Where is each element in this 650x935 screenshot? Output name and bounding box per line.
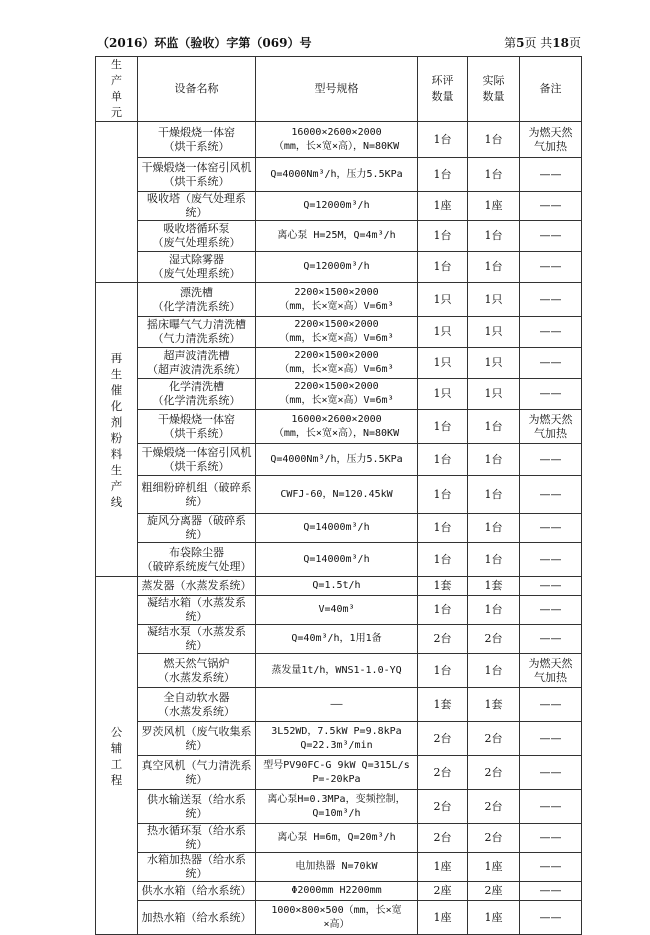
eia-quantity-cell: 2台 xyxy=(418,625,468,654)
equipment-name-line: 真空风机（气力清洗系 xyxy=(141,758,252,772)
model-spec-line: （mm，长×宽×高）V=6m³ xyxy=(279,300,394,312)
actual-quantity-cell: 2台 xyxy=(468,625,520,654)
table-row xyxy=(96,122,582,158)
actual-quantity-cell: 2座 xyxy=(468,882,520,901)
equipment-name-line: （化学清洗系统） xyxy=(152,299,241,313)
model-spec-line: 3L52WD，7.5kW P=9.8kPa xyxy=(271,725,402,737)
actual-quantity-cell: 1台 xyxy=(468,252,520,283)
production-unit-label: 公辅工程 xyxy=(110,724,123,787)
remark-cell xyxy=(520,577,582,596)
model-spec-line: 2200×1500×2000 xyxy=(294,319,379,330)
equipment-name-cell xyxy=(138,625,256,654)
eia-quantity-cell: 1套 xyxy=(418,577,468,596)
remark-line: —— xyxy=(539,487,562,501)
actual-quantity-cell: 1座 xyxy=(468,853,520,882)
equipment-name-line: 凝结水泵（水蒸发系统） xyxy=(147,625,246,652)
remark-line: 为燃天然 xyxy=(528,125,573,139)
equipment-name-line: 加热水箱（给水系统） xyxy=(141,910,252,924)
model-spec-line: （mm，长×宽×高）V=6m³ xyxy=(279,333,394,344)
eia-quantity-cell: 1台 xyxy=(418,514,468,543)
model-spec-line: 离心泵 H=25M，Q=4m³/h xyxy=(277,230,396,241)
column-header-spec: 型号规格 xyxy=(256,57,418,122)
eia-quantity-cell: 1台 xyxy=(418,122,468,158)
actual-quantity-cell: 1只 xyxy=(468,348,520,379)
table-row xyxy=(96,596,582,625)
eia-quantity-cell: 2座 xyxy=(418,882,468,901)
equipment-name-line: 干燥煅烧一体窑引风机 xyxy=(141,160,252,174)
remark-line: —— xyxy=(539,731,562,745)
remark-cell xyxy=(520,901,582,935)
column-header-eia-qty: 环评数量 xyxy=(418,57,468,122)
equipment-name-line: 吸收塔循环泵 xyxy=(163,222,230,235)
model-spec-cell xyxy=(256,348,418,379)
production-unit-label: 再生催化剂粉料生产线 xyxy=(110,350,123,509)
equipment-name-line: （烘干系统） xyxy=(163,174,230,188)
model-spec-line: 蒸发量1t/h，WNS1-1.0-YQ xyxy=(271,664,402,676)
remark-cell xyxy=(520,444,582,476)
equipment-name-line: 供水输送泵（给水系统） xyxy=(147,792,246,820)
model-spec-cell xyxy=(256,756,418,790)
model-spec-line: 1000×800×500（mm，长×宽 xyxy=(271,904,402,916)
model-spec-line: 16000×2600×2000 xyxy=(291,126,382,138)
equipment-name-cell xyxy=(138,192,256,221)
remark-cell xyxy=(520,476,582,514)
model-spec-line: V=40m³ xyxy=(318,604,355,615)
eia-quantity-cell: 1座 xyxy=(418,853,468,882)
equipment-name-cell xyxy=(138,283,256,317)
remark-line: —— xyxy=(539,387,562,400)
equipment-name-line: 统） xyxy=(185,494,208,508)
model-spec-cell xyxy=(256,476,418,514)
remark-cell xyxy=(520,379,582,410)
equipment-name-line: 水箱加热器（给水系统） xyxy=(147,853,246,880)
equipment-name-line: （废气处理系统） xyxy=(152,236,241,249)
remark-cell xyxy=(520,882,582,901)
equipment-name-cell xyxy=(138,379,256,410)
remark-line: —— xyxy=(539,199,562,212)
remark-cell xyxy=(520,410,582,444)
equipment-name-line: 超声波清洗槽 xyxy=(163,349,230,362)
equipment-name-cell xyxy=(138,348,256,379)
remark-line: 气加热 xyxy=(534,139,567,153)
model-spec-cell xyxy=(256,158,418,192)
remark-cell xyxy=(520,221,582,252)
table-row xyxy=(96,348,582,379)
eia-quantity-cell: 1台 xyxy=(418,410,468,444)
remark-line: —— xyxy=(539,260,562,273)
column-header-actual-qty: 实际数量 xyxy=(468,57,520,122)
table-row xyxy=(96,476,582,514)
model-spec-cell xyxy=(256,882,418,901)
model-spec-cell xyxy=(256,444,418,476)
equipment-name-cell xyxy=(138,688,256,722)
model-spec-cell xyxy=(256,410,418,444)
equipment-name-line: 化学清洗槽 xyxy=(169,380,224,393)
equipment-name-cell xyxy=(138,252,256,283)
model-spec-cell xyxy=(256,625,418,654)
eia-quantity-cell: 1只 xyxy=(418,379,468,410)
equipment-name-cell xyxy=(138,654,256,688)
equipment-name-line: 统） xyxy=(185,738,208,752)
page-header xyxy=(95,32,583,52)
model-spec-cell xyxy=(256,596,418,625)
eia-quantity-cell: 2台 xyxy=(418,824,468,853)
remark-cell xyxy=(520,252,582,283)
model-spec-cell xyxy=(256,283,418,317)
equipment-name-cell xyxy=(138,158,256,192)
model-spec-line: 电加热器 N=70kW xyxy=(295,861,378,872)
equipment-name-line: 干燥煅烧一体窑 xyxy=(158,412,235,426)
actual-quantity-cell: 1台 xyxy=(468,122,520,158)
equipment-name-line: 旋风分离器（破碎系统） xyxy=(147,514,246,541)
remark-cell xyxy=(520,596,582,625)
remark-line: 气加热 xyxy=(534,426,567,440)
actual-quantity-cell: 2台 xyxy=(468,756,520,790)
eia-quantity-cell: 1台 xyxy=(418,221,468,252)
equipment-name-cell xyxy=(138,317,256,348)
model-spec-line: 2200×1500×2000 xyxy=(294,381,379,392)
model-spec-line: Q=12000m³/h xyxy=(303,200,370,211)
equipment-name-line: 罗茨风机（废气收集系 xyxy=(141,724,252,738)
model-spec-line: ×高） xyxy=(323,918,350,930)
equipment-name-cell xyxy=(138,543,256,577)
remark-line: —— xyxy=(539,521,562,534)
equipment-name-line: （化学清洗系统） xyxy=(152,394,241,407)
model-spec-line: Q=40m³/h，1用1备 xyxy=(291,633,382,644)
remark-line: 为燃天然 xyxy=(528,656,573,670)
actual-quantity-cell: 1台 xyxy=(468,221,520,252)
remark-line: —— xyxy=(539,632,562,645)
model-spec-cell xyxy=(256,514,418,543)
remark-cell xyxy=(520,283,582,317)
equipment-name-line: 粗细粉碎机组（破碎系 xyxy=(141,480,252,494)
actual-quantity-cell: 1座 xyxy=(468,192,520,221)
table-row xyxy=(96,756,582,790)
table-row xyxy=(96,514,582,543)
table-row xyxy=(96,853,582,882)
model-spec-cell xyxy=(256,122,418,158)
model-spec-line: Φ2000mm H2200mm xyxy=(291,885,382,896)
table-row xyxy=(96,625,582,654)
model-spec-line: （mm，长×宽×高）V=6m³ xyxy=(279,364,394,375)
equipment-name-line: 蒸发器（水蒸发系统） xyxy=(141,579,252,592)
model-spec-cell xyxy=(256,853,418,882)
remark-line: —— xyxy=(539,452,562,466)
actual-quantity-cell: 1台 xyxy=(468,596,520,625)
model-spec-line: 型号PV90FC-G 9kW Q=315L/s xyxy=(263,759,410,771)
table-row xyxy=(96,654,582,688)
equipment-name-line: （破碎系统废气处理） xyxy=(141,559,252,573)
eia-quantity-cell: 2台 xyxy=(418,790,468,824)
model-spec-line: Q=14000m³/h xyxy=(303,553,370,565)
remark-line: —— xyxy=(539,860,562,873)
table-row xyxy=(96,444,582,476)
model-spec-line: Q=14000m³/h xyxy=(303,522,370,533)
actual-quantity-cell: 1套 xyxy=(468,688,520,722)
equipment-name-cell xyxy=(138,722,256,756)
model-spec-line: CWFJ-60，N=120.45kW xyxy=(280,488,393,500)
equipment-table xyxy=(95,56,582,935)
remark-line: —— xyxy=(539,356,562,369)
production-unit-cell xyxy=(96,122,138,283)
production-unit-cell xyxy=(96,577,138,935)
model-spec-line: （mm，长×宽×高），N=80KW xyxy=(273,427,400,439)
eia-quantity-cell: 1台 xyxy=(418,252,468,283)
equipment-name-cell xyxy=(138,901,256,935)
remark-line: —— xyxy=(539,292,562,306)
equipment-name-line: 布袋除尘器 xyxy=(169,545,224,559)
remark-line: —— xyxy=(539,831,562,844)
equipment-name-line: （超声波清洗系统） xyxy=(147,363,246,376)
equipment-name-line: 摇床曝气气力清洗槽 xyxy=(147,318,246,331)
model-spec-line: Q=10m³/h xyxy=(312,807,361,819)
model-spec-cell xyxy=(256,722,418,756)
actual-quantity-cell: 1只 xyxy=(468,283,520,317)
equipment-name-cell xyxy=(138,410,256,444)
remark-line: —— xyxy=(539,552,562,566)
table-row xyxy=(96,688,582,722)
remark-cell xyxy=(520,317,582,348)
model-spec-cell xyxy=(256,577,418,596)
eia-quantity-cell: 1套 xyxy=(418,688,468,722)
table-row xyxy=(96,192,582,221)
table-row xyxy=(96,410,582,444)
remark-line: —— xyxy=(539,799,562,813)
eia-quantity-cell: 1台 xyxy=(418,476,468,514)
actual-quantity-cell: 1只 xyxy=(468,379,520,410)
table-row xyxy=(96,317,582,348)
eia-quantity-cell: 1只 xyxy=(418,317,468,348)
eia-quantity-cell: 1只 xyxy=(418,283,468,317)
actual-quantity-cell: 1台 xyxy=(468,158,520,192)
model-spec-cell xyxy=(256,543,418,577)
remark-line: —— xyxy=(539,579,562,592)
eia-quantity-cell: 2台 xyxy=(418,722,468,756)
eia-quantity-cell: 1台 xyxy=(418,543,468,577)
equipment-name-line: （气力清洗系统） xyxy=(152,332,241,345)
eia-quantity-cell: 1台 xyxy=(418,596,468,625)
actual-quantity-cell: 1台 xyxy=(468,514,520,543)
actual-quantity-cell: 2台 xyxy=(468,824,520,853)
equipment-name-line: （烘干系统） xyxy=(163,426,230,440)
actual-quantity-cell: 1台 xyxy=(468,654,520,688)
actual-quantity-cell: 2台 xyxy=(468,790,520,824)
equipment-name-line: （水蒸发系统） xyxy=(158,670,235,684)
model-spec-cell xyxy=(256,252,418,283)
table-row xyxy=(96,221,582,252)
equipment-name-cell xyxy=(138,824,256,853)
column-header-name: 设备名称 xyxy=(138,57,256,122)
equipment-name-cell xyxy=(138,853,256,882)
equipment-name-cell xyxy=(138,444,256,476)
remark-cell xyxy=(520,122,582,158)
table-row xyxy=(96,901,582,935)
remark-line: —— xyxy=(539,884,562,897)
table-header-row xyxy=(96,57,582,122)
equipment-name-cell xyxy=(138,756,256,790)
model-spec-line: —— xyxy=(330,698,343,710)
table-row xyxy=(96,158,582,192)
remark-cell xyxy=(520,853,582,882)
remark-line: —— xyxy=(539,325,562,338)
equipment-name-line: 供水水箱（给水系统） xyxy=(141,884,252,897)
model-spec-line: 离心泵H=0.3MPa，变频控制， xyxy=(267,793,406,805)
page-number: 第5页 共18页 xyxy=(504,36,581,50)
model-spec-line: P=-20kPa xyxy=(312,773,361,785)
remark-line: —— xyxy=(539,603,562,616)
table-row xyxy=(96,824,582,853)
equipment-name-cell xyxy=(138,221,256,252)
actual-quantity-cell: 1座 xyxy=(468,901,520,935)
remark-cell xyxy=(520,654,582,688)
remark-line: 气加热 xyxy=(534,670,567,684)
document-number: （2016）环监（验收）字第（069）号 xyxy=(97,36,312,50)
model-spec-cell xyxy=(256,192,418,221)
table-row xyxy=(96,379,582,410)
eia-quantity-cell: 1座 xyxy=(418,192,468,221)
remark-cell xyxy=(520,688,582,722)
model-spec-line: （mm，长×宽×高）V=6m³ xyxy=(279,395,394,406)
equipment-name-cell xyxy=(138,476,256,514)
model-spec-line: Q=1.5t/h xyxy=(312,580,361,591)
eia-quantity-cell: 1只 xyxy=(418,348,468,379)
remark-cell xyxy=(520,158,582,192)
remark-cell xyxy=(520,192,582,221)
equipment-name-line: 凝结水箱（水蒸发系统） xyxy=(147,596,246,623)
model-spec-line: 16000×2600×2000 xyxy=(291,413,382,425)
equipment-name-cell xyxy=(138,514,256,543)
remark-line: —— xyxy=(539,910,562,924)
actual-quantity-cell: 1只 xyxy=(468,317,520,348)
actual-quantity-cell: 1台 xyxy=(468,410,520,444)
table-row xyxy=(96,790,582,824)
table-row xyxy=(96,882,582,901)
remark-line: 为燃天然 xyxy=(528,412,573,426)
table-row xyxy=(96,722,582,756)
model-spec-cell xyxy=(256,901,418,935)
remark-cell xyxy=(520,348,582,379)
remark-cell xyxy=(520,543,582,577)
table-row xyxy=(96,283,582,317)
remark-cell xyxy=(520,790,582,824)
equipment-name-cell xyxy=(138,577,256,596)
equipment-name-line: 燃天然气锅炉 xyxy=(163,656,230,670)
model-spec-line: 离心泵 H=6m，Q=20m³/h xyxy=(277,832,396,843)
actual-quantity-cell: 1台 xyxy=(468,476,520,514)
production-unit-cell xyxy=(96,283,138,577)
model-spec-line: Q=12000m³/h xyxy=(303,261,370,272)
table-row xyxy=(96,577,582,596)
remark-line: —— xyxy=(539,697,562,711)
eia-quantity-cell: 1台 xyxy=(418,654,468,688)
model-spec-cell xyxy=(256,654,418,688)
equipment-name-line: （水蒸发系统） xyxy=(158,704,235,718)
model-spec-cell xyxy=(256,221,418,252)
remark-cell xyxy=(520,625,582,654)
equipment-name-line: （烘干系统） xyxy=(163,459,230,473)
model-spec-cell xyxy=(256,317,418,348)
equipment-name-line: （废气处理系统） xyxy=(152,267,241,280)
eia-quantity-cell: 2台 xyxy=(418,756,468,790)
equipment-name-cell xyxy=(138,790,256,824)
model-spec-cell xyxy=(256,379,418,410)
actual-quantity-cell: 1台 xyxy=(468,444,520,476)
column-header-remark: 备注 xyxy=(520,57,582,122)
eia-quantity-cell: 1座 xyxy=(418,901,468,935)
model-spec-line: （mm，长×宽×高），N=80KW xyxy=(273,140,400,152)
remark-cell xyxy=(520,514,582,543)
equipment-name-line: 热水循环泵（给水系统） xyxy=(147,824,246,851)
equipment-name-line: 吸收塔（废气处理系统） xyxy=(147,192,246,219)
model-spec-cell xyxy=(256,824,418,853)
equipment-name-line: 漂洗槽 xyxy=(180,285,213,299)
model-spec-cell xyxy=(256,790,418,824)
eia-quantity-cell: 1台 xyxy=(418,158,468,192)
equipment-name-line: 干燥煅烧一体窑引风机 xyxy=(141,445,252,459)
model-spec-line: Q=4000Nm³/h，压力5.5KPa xyxy=(270,168,403,180)
equipment-name-line: 全自动软水器 xyxy=(163,690,230,704)
remark-cell xyxy=(520,824,582,853)
model-spec-line: 2200×1500×2000 xyxy=(294,286,379,298)
remark-cell xyxy=(520,756,582,790)
remark-line: —— xyxy=(539,167,562,181)
equipment-name-line: 统） xyxy=(185,772,208,786)
remark-line: —— xyxy=(539,229,562,242)
column-header-unit: 生产单元 xyxy=(96,57,138,122)
equipment-name-cell xyxy=(138,596,256,625)
equipment-name-line: （烘干系统） xyxy=(163,139,230,153)
remark-line: —— xyxy=(539,765,562,779)
actual-quantity-cell: 2台 xyxy=(468,722,520,756)
model-spec-line: Q=4000Nm³/h，压力5.5KPa xyxy=(270,453,403,465)
equipment-name-cell xyxy=(138,122,256,158)
model-spec-line: Q=22.3m³/min xyxy=(300,739,373,751)
model-spec-cell xyxy=(256,688,418,722)
eia-quantity-cell: 1台 xyxy=(418,444,468,476)
remark-cell xyxy=(520,722,582,756)
actual-quantity-cell: 1套 xyxy=(468,577,520,596)
equipment-name-line: 湿式除雾器 xyxy=(169,253,224,266)
actual-quantity-cell: 1台 xyxy=(468,543,520,577)
equipment-name-line: 干燥煅烧一体窑 xyxy=(158,125,235,139)
model-spec-line: 2200×1500×2000 xyxy=(294,350,379,361)
equipment-name-cell xyxy=(138,882,256,901)
table-row xyxy=(96,252,582,283)
table-row xyxy=(96,543,582,577)
